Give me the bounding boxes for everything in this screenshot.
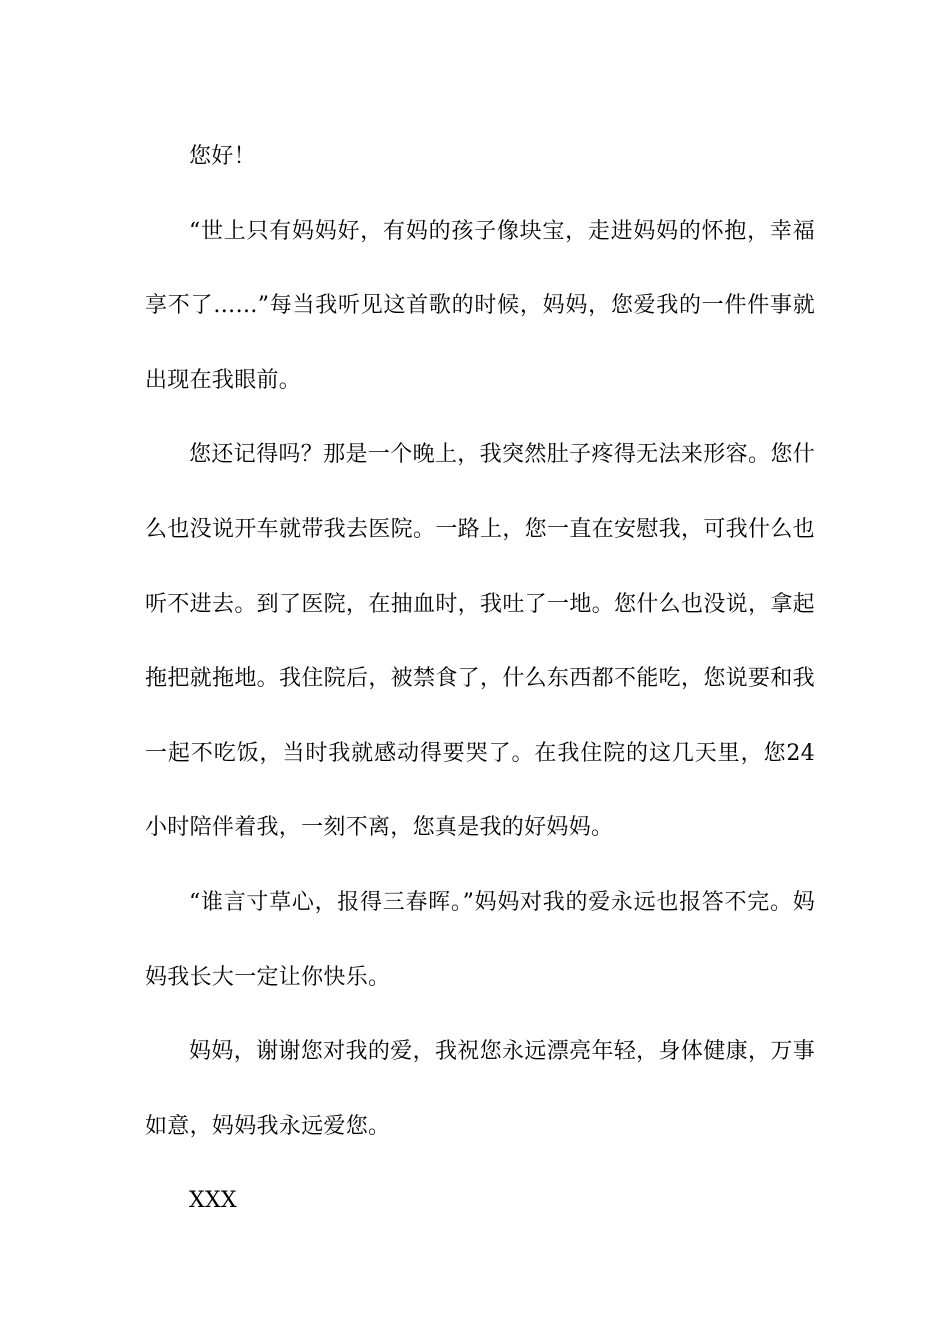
letter-signature: XXX xyxy=(189,1188,237,1214)
letter-body xyxy=(145,120,815,1239)
letter-paragraph-4: 妈妈，谢谢您对我的爱，我祝您永远漂亮年轻，身体健康，万事如意，妈妈我永远爱您。 xyxy=(145,1039,815,1139)
letter-paragraph-2: 您还记得吗？那是一个晚上，我突然肚子疼得无法来形容。您什么也没说开车就带我去医院。一路上，您一直在安慰我，可我什么也听不进去。到了医院，在抽血时，我吐了一地。您什么也没说，拿起拖把就拖地。我住院后，被禁食了，什么东西都不能吃，您说要和我一起不吃饭，当时我就感动得要哭了。在我住院的这几天里，您24小时陪伴着我，一刻不离，您真是我的好妈妈。 xyxy=(145,442,815,841)
letter-greeting: 您好！ xyxy=(189,144,256,169)
letter-paragraph-3: “谁言寸草心，报得三春晖。”妈妈对我的爱永远也报答不完。妈妈我长大一定让你快乐。 xyxy=(145,889,815,990)
letter-paragraph-1: “世上只有妈妈好，有妈的孩子像块宝，走进妈妈的怀抱，幸福享不了……”每当我听见这首歌的时候，妈妈，您爱我的一件件事就出现在我眼前。 xyxy=(145,218,815,393)
